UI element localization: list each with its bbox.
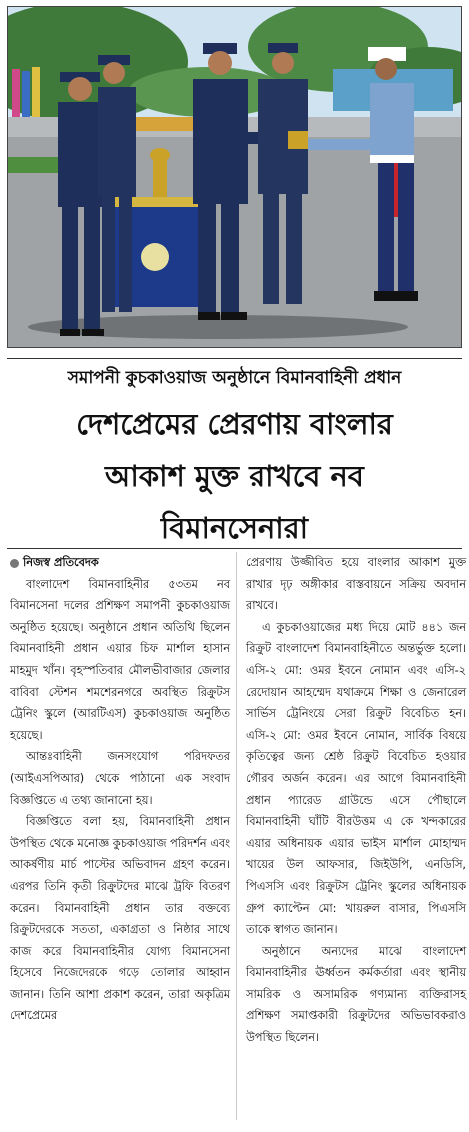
- article-photo: [7, 6, 462, 348]
- top-rule: [7, 358, 462, 359]
- paragraph: বিজ্ঞপ্তিতে বলা হয়, বিমানবাহিনী প্রধান উপস্থিত থেকে মনোজ্ঞ কুচকাওয়াজ পরিদর্শন এবং আকর্ষণীয় মার্চ পাস্টের অভিবাদন গ্রহণ করেন। এরপর তিনি কৃতী রিক্রুটদের মাঝে ট্রফি বিতরণ করেন। বিমানবাহিনী প্রধান তার বক্তব্যে রিক্রুটদেরকে সততা, একাগ্রতা ও নিষ্ঠার সাথে কাজ করে বিমানবাহিনীর যোগ্য বিমানসেনা হিসেবে নিজেদেরকে গড়ে তোলার আহ্বান জানান। তিনি আশা প্রকাশ করেন, তারা অকৃত্রিম দেশপ্রেমের: [10, 815, 230, 1023]
- paragraph: বাংলাদেশ বিমানবাহিনীর ৫৩তম নব বিমানসেনা দলের প্রশিক্ষণ সমাপনী কুচকাওয়াজ অনুষ্ঠিত হয়েছে। অনুষ্ঠানে প্রধান অতিথি ছিলেন বিমানবাহিনী প্রধান এয়ার চিফ মার্শাল হাসান মাহমুদ খাঁন। বৃহস্পতিবার মৌলভীবাজার জেলার বাবিবা স্টেশন শমশেরনগরে অবস্থিত রিক্রুটস ট্রেনিং স্কুলে (আরটিএস) কুচকাওয়াজ অনুষ্ঠিত হয়েছে।: [10, 577, 230, 742]
- headline-line-1: দেশপ্রেমের প্রেরণায় বাংলার: [76, 407, 393, 441]
- byline-text: নিজস্ব প্রতিবেদক: [23, 556, 99, 569]
- headline-line-3: বিমানসেনারা: [160, 511, 309, 545]
- paragraph: আন্তঃবাহিনী জনসংযোগ পরিদফতর (আইএসপিআর) থেকে পাঠানো এক সংবাদ বিজ্ঞপ্তিতে এ তথ্য জানানো হয়।: [10, 750, 230, 807]
- bullet-icon: [10, 559, 19, 568]
- byline: [10, 552, 230, 574]
- paragraph: প্রেরণায় উজ্জীবিত হয়ে বাংলার আকাশ মুক্ত রাখার দৃঢ় অঙ্গীকার বাস্তবায়নে সক্রিয় অবদান রাখবে।: [246, 556, 466, 613]
- paragraph: অনুষ্ঠানে অন্যদের মাঝে বাংলাদেশ বিমানবাহিনীর ঊর্ধ্বতন কর্মকর্তারা এবং স্থানীয় সামরিক ও অসামরিক গণ্যমান্য ব্যক্তিরাসহ প্রশিক্ষণ সমাপ্তকারী রিক্রুটদের অভিভাবকরাও উপস্থিত ছিলেন।: [246, 944, 466, 1045]
- paragraph: এ কুচকাওয়াজের মধ্য দিয়ে মোট ৪৪১ জন রিক্রুট বাংলাদেশ বিমানবাহিনীতে অন্তর্ভুক্ত হলো। এসি-২ মো: ওমর ইবনে নোমান এবং এসি-২ রেদোয়ান আহম্মেদ যথাক্রমে শিক্ষা ও জেনারেল সার্ভিস ট্রেনিংয়ে সেরা রিক্রুট বিবেচিত হন। এসি-২ মো: ওমর ইবনে নোমান, সার্বিক বিষয়ে কৃতিত্বের জন্য শ্রেষ্ঠ রিক্রুট বিবেচিত হওয়ার গৌরব অর্জন করেন। এর আগে বিমানবাহিনী প্রধান প্যারেড গ্রাউন্ডে এসে পৌছালে বিমানবাহিনী ঘাঁটি বীরউত্তম এ কে খন্দকারের এয়ার অধিনায়ক এয়ার ভাইস মার্শাল মোহাম্মদ খায়ের উল আফসার, জিইউপি, এনডিসি, পিএসসি এবং রিক্রুটস ট্রেনিং স্কুলের অধিনায়ক গ্রুপ ক্যাপ্টেন মো: খায়রুল বাসার, পিএসসি তাকে স্বাগত জানান।: [246, 620, 466, 937]
- article-headline: [0, 398, 469, 554]
- headline-line-2: আকাশ মুক্ত রাখবে নব: [105, 459, 364, 493]
- body-rule: [7, 548, 462, 549]
- column-separator: [236, 552, 237, 1120]
- article-kicker: সমাপনী কুচকাওয়াজ অনুষ্ঠানে বিমানবাহিনী প্রধান: [67, 368, 402, 388]
- article-column-left: [10, 552, 230, 1027]
- article-column-right: [246, 552, 466, 1049]
- ceremony-photo: [8, 7, 461, 347]
